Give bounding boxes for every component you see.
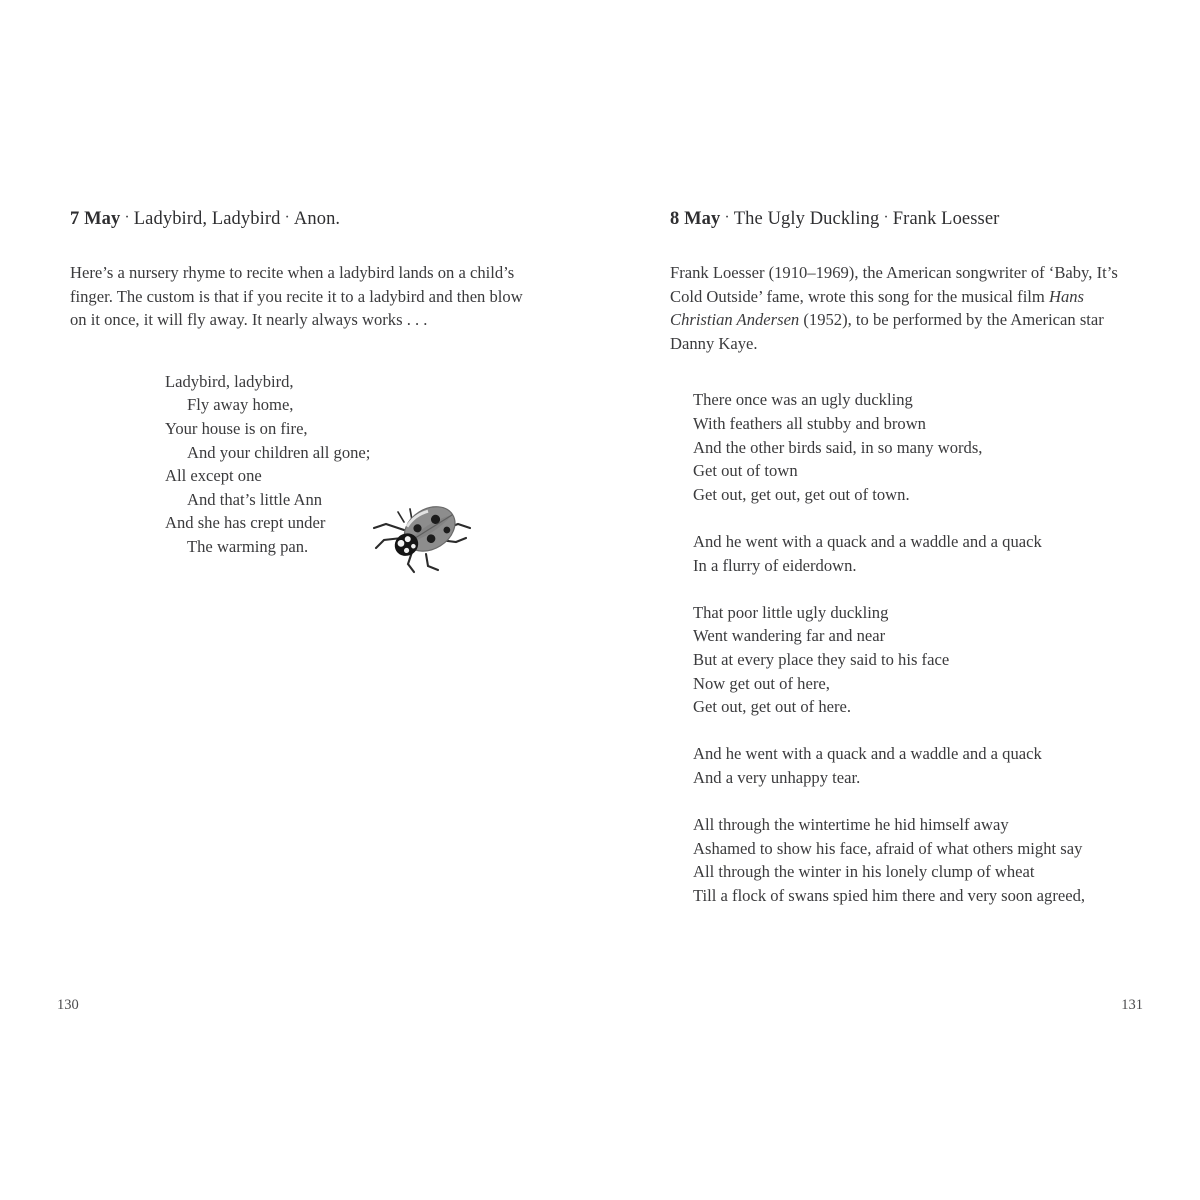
lyric-line: Now get out of here, [693,673,830,693]
right-entry-title: The Ugly Duckling [733,209,880,229]
intro-run-0: Frank Loesser (1910–1969), the American songwriter of ‘Baby, It’s Cold Outside’ fame, wrote this song for the musical film [670,263,1118,306]
left-entry-heading [70,206,525,231]
intro-run-1: Hans Christian Andersen [670,286,1085,330]
left-heading-separator-1: · [124,209,130,226]
intro-run-2: (1952), to be performed by the American star Danny Kaye. [670,310,1104,353]
lyric-line: Went wandering far and near [693,626,886,646]
left-heading-separator-2: · [284,209,290,226]
lyric-line: And he went with a quack and a waddle and a quack [693,744,1042,764]
left-entry-intro: Here’s a nursery rhyme to recite when a ladybird lands on a child’s finger. The custom is that if you recite it to a ladybird and then blow on it once, it will fly away. It nearly always works . . . [70,263,523,330]
left-page-number: 130 [57,997,79,1013]
left-entry-author: Anon. [293,209,341,229]
lyric-line: But at every place they said to his face [693,649,950,669]
poem-line: And that’s little Ann [187,489,323,509]
right-entry-heading [670,206,1140,231]
lyric-stanza [693,388,1140,506]
lyric-stanza [693,813,1140,907]
lyric-line: All through the wintertime he hid himself away [693,815,1009,835]
lyric-line: That poor little ugly duckling [693,602,889,622]
lyric-line: Get out of town [693,461,798,481]
lyric-line: With feathers all stubby and brown [693,413,926,433]
right-page-number: 131 [1121,997,1143,1013]
poem-line: The warming pan. [187,536,309,556]
poem-line: And she has crept under [165,513,326,533]
lyric-line: There once was an ugly duckling [693,390,913,410]
poem-line: Your house is on fire, [165,418,308,438]
right-entry-author: Frank Loesser [892,209,1000,229]
right-heading-separator-1: · [724,209,730,226]
lyric-line: Till a flock of swans spied him there and very soon agreed, [693,885,1086,905]
left-entry-date: 7 May [70,209,121,229]
lyric-stanza [693,601,1140,719]
lyric-line: Get out, get out of here. [693,697,852,717]
right-heading-separator-2: · [883,209,889,226]
poem-line: Ladybird, ladybird, [165,371,294,391]
lyric-line: Ashamed to show his face, afraid of what others might say [693,838,1083,858]
right-page-content [670,206,1140,907]
lyric-line: And the other birds said, in so many words, [693,437,983,457]
ugly-duckling-lyrics [670,388,1140,907]
lyric-stanza [693,742,1140,789]
lyric-line: And he went with a quack and a waddle and a quack [693,531,1042,551]
lyric-line: All through the winter in his lonely clump of wheat [693,862,1035,882]
lyric-line: And a very unhappy tear. [693,767,861,787]
ladybird-illustration [368,482,478,578]
lyric-line: In a flurry of eiderdown. [693,555,857,575]
right-entry-intro [670,261,1140,355]
poem-line: All except one [165,466,262,486]
poem-line: And your children all gone; [187,442,371,462]
left-entry-title: Ladybird, Ladybird [133,209,281,229]
lyric-stanza [693,530,1140,577]
right-entry-date: 8 May [670,209,721,229]
lyric-line: Get out, get out, get out of town. [693,484,910,504]
right-page [600,0,1200,1200]
poem-line: Fly away home, [187,395,294,415]
